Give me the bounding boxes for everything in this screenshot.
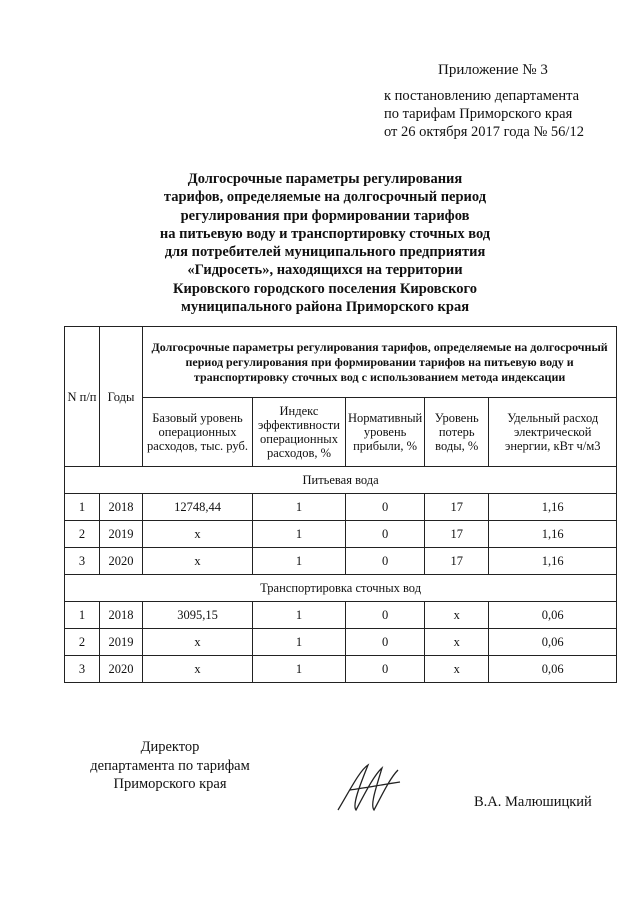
table-cell: 1,16 <box>489 494 617 521</box>
header-energy-consumption: Удельный расход электрической энергии, кВт ч/м3 <box>489 398 617 467</box>
table-cell: 0,06 <box>489 629 617 656</box>
table-row <box>65 656 617 683</box>
section-row <box>65 467 617 494</box>
table-cell: х <box>425 656 489 683</box>
table-cell: 1 <box>253 548 346 575</box>
position-line: департамента по тарифам <box>90 757 250 774</box>
table-cell: 1,16 <box>489 548 617 575</box>
table-cell: х <box>143 656 253 683</box>
ref-line: от 26 октября 2017 года № 56/12 <box>384 124 584 140</box>
ref-line: к постановлению департамента <box>384 88 580 104</box>
table-row <box>65 494 617 521</box>
signatory-position <box>80 738 260 794</box>
table-cell: 1 <box>253 602 346 629</box>
section-row <box>65 575 617 602</box>
table-cell: 17 <box>425 521 489 548</box>
title-line: регулирования при формировании тарифов <box>180 207 470 224</box>
table-row <box>65 602 617 629</box>
table-cell: 1 <box>253 494 346 521</box>
table-cell: 1 <box>253 656 346 683</box>
parameters-table <box>64 326 617 683</box>
table-row <box>65 548 617 575</box>
table-cell: 3 <box>65 548 100 575</box>
title-line: Кировского городского поселения Кировского <box>173 280 477 297</box>
header-water-loss: Уровень потерь воды, % <box>425 398 489 467</box>
table-cell: 2018 <box>100 494 143 521</box>
table-cell: 17 <box>425 548 489 575</box>
table-cell: 2018 <box>100 602 143 629</box>
table-cell: 3095,15 <box>143 602 253 629</box>
header-base-opex: Базовый уровень операционных расходов, тыс. руб. <box>143 398 253 467</box>
appendix-label: Приложение № 3 <box>438 62 548 78</box>
table-cell: 1 <box>253 629 346 656</box>
resolution-reference <box>384 87 584 141</box>
table-cell: 0 <box>346 521 425 548</box>
signatory-name: В.А. Малюшицкий <box>474 794 592 810</box>
section-title: Транспортировка сточных вод <box>65 575 617 602</box>
table-cell: 2 <box>65 521 100 548</box>
table-cell: 12748,44 <box>143 494 253 521</box>
table-cell: 0,06 <box>489 656 617 683</box>
header-profit-level: Нормативный уровень прибыли, % <box>346 398 425 467</box>
table-cell: 3 <box>65 656 100 683</box>
table-cell: 0 <box>346 494 425 521</box>
position-line: Директор <box>140 739 200 755</box>
table-cell: 1 <box>253 521 346 548</box>
ref-line: по тарифам Приморского края <box>384 106 573 122</box>
table-row <box>65 629 617 656</box>
table-cell: 17 <box>425 494 489 521</box>
table-cell: 0,06 <box>489 602 617 629</box>
title-line: муниципального района Приморского края <box>180 299 470 316</box>
handwritten-signature <box>330 760 410 820</box>
table-cell: 1,16 <box>489 521 617 548</box>
title-line: тарифов, определяемые на долгосрочный период <box>163 189 487 206</box>
title-line: Долгосрочные параметры регулирования <box>187 171 463 187</box>
header-efficiency-index: Индекс эффективности операционных расходов, % <box>253 398 346 467</box>
table-row <box>65 521 617 548</box>
table-cell: 0 <box>346 602 425 629</box>
table-cell: 2020 <box>100 548 143 575</box>
section-title: Питьевая вода <box>65 467 617 494</box>
table-cell: 0 <box>346 548 425 575</box>
table-cell: х <box>425 602 489 629</box>
table-cell: х <box>143 629 253 656</box>
header-n: N п/п <box>65 327 100 467</box>
table-cell: 1 <box>65 494 100 521</box>
header-year: Годы <box>100 327 143 467</box>
table-cell: х <box>425 629 489 656</box>
table-cell: 0 <box>346 629 425 656</box>
table-cell: 2020 <box>100 656 143 683</box>
table-cell: 0 <box>346 656 425 683</box>
table-cell: х <box>143 521 253 548</box>
title-line: на питьевую воду и транспортировку сточных вод <box>159 225 491 242</box>
position-line: Приморского края <box>113 776 227 792</box>
table-cell: 2 <box>65 629 100 656</box>
group-header: Долгосрочные параметры регулирования тарифов, определяемые на долгосрочный период регулирования при формировании тарифов на питьевую воду и транспортировку сточных вод с использованием метода индексации <box>143 327 617 398</box>
table-cell: 1 <box>65 602 100 629</box>
title-line: для потребителей муниципального предприятия <box>164 244 486 261</box>
table-cell: 2019 <box>100 629 143 656</box>
table-cell: х <box>143 548 253 575</box>
table-cell: 2019 <box>100 521 143 548</box>
document-title <box>100 170 550 316</box>
title-line: «Гидросеть», находящихся на территории <box>187 262 463 279</box>
